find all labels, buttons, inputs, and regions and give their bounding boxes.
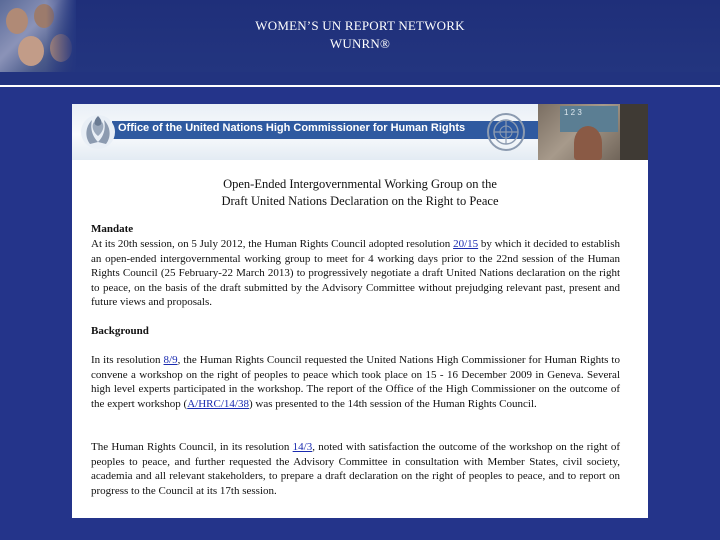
background-heading: Background [91,325,149,337]
resolution-20-15-link[interactable]: 20/15 [453,238,479,250]
background-p1-text-3: ) was presented to the 14th session of the Human Rights Council. [248,397,537,410]
document-title-line1: Open-Ended Intergovernmental Working Group on the [223,177,497,191]
report-a-hrc-14-38-link[interactable]: A/HRC/14/38 [187,397,249,410]
mandate-heading: Mandate [91,223,134,235]
resolution-8-9-link[interactable]: 8/9 [163,354,178,366]
header-subtitle: WUNRN® [329,36,391,51]
ohchr-banner [72,104,648,160]
header-title: WOMEN’S UN REPORT NETWORK [255,18,465,33]
photo-board-text: 1 2 3 [564,108,582,117]
background-paragraph-2 [91,440,620,498]
background-p2-text-2: , noted with satisfaction the outcome of the workshop on the right of peoples to peace, and further requested the Advisory Committee in consultation with Member States, civil society, academia and all relevant stakeholders, to prepare a draft declaration on the right of peoples to peace, and to report on progress to the Council at its 17th session. [91,441,620,497]
resolution-14-3-link[interactable]: 14/3 [292,441,313,453]
mandate-text-1: At its 20th session, on 5 July 2012, the Human Rights Council adopted resolution [91,238,454,250]
background-p2-text-1: The Human Rights Council, in its resolution [91,441,293,453]
banner-org-name: Office of the United Nations High Commissioner for Human Rights [118,122,466,134]
background-p1-text-1: In its resolution [91,354,164,366]
mandate-text-2: by which it decided to establish an open-ended intergovernmental working group to meet for 4 working days prior to the 22nd session of the Human Rights Council (25 February-22 March 2013) to progressively negotiate a draft United Nations declaration on the right to peace, on the basis of the draft submitted by the Advisory Committee without prejudging relevant past, present and future views and proposals. [91,238,621,309]
mandate-paragraph [91,237,620,310]
un-emblem-icon [486,112,526,152]
document-title-line2: Draft United Nations Declaration on the Right to Peace [221,194,499,208]
background-p1-text-2: , the Human Rights Council requested the United Nations High Commissioner for Human Rights to convene a workshop on the right of peoples to peace which took place on 15 - 16 December 2009 in Geneva. Several high level experts participated in the workshop. The report of the Office of the High Commissioner on the outcome of the expert workshop ( [91,354,620,410]
banner-bar [112,121,538,139]
ohchr-emblem-icon [78,110,118,152]
banner-photo [538,104,648,160]
background-paragraph-1 [91,353,620,411]
header-band [0,0,720,72]
